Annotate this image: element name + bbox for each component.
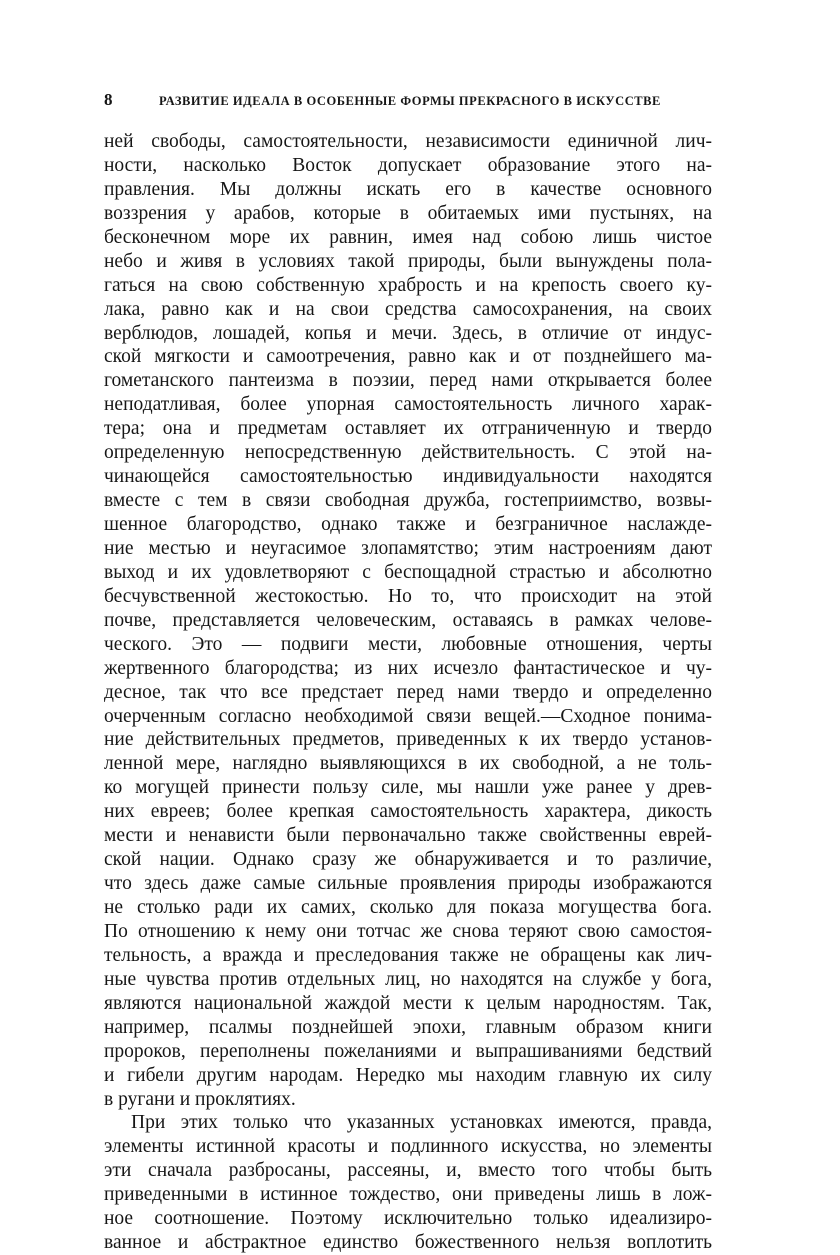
text-line: ванное и абстрактное единство божественного нельзя воплотить [104, 1232, 712, 1254]
text-line: не столько ради их самих, сколько для показа могущества бога. [104, 897, 712, 918]
running-title: РАЗВИТИЕ ИДЕАЛА В ОСОБЕННЫЕ ФОРМЫ ПРЕКРАСНОГО В ИСКУССТВЕ [159, 94, 661, 108]
text-line: верблюдов, лошадей, копья и мечи. Здесь, в отличие от индус- [104, 322, 712, 344]
text-line: неподатливая, более упорная самостоятельность личного харак- [104, 394, 712, 416]
text-line: ние местью и неугасимое злопамятство; этим настроениям дают [104, 537, 712, 559]
text-line: ней свободы, самостоятельности, независимости единичной лич- [104, 131, 712, 152]
text-line: гаться на свою собственную храбрость и на крепость своего ку- [104, 274, 712, 296]
text-line: жертвенного благородства; из них исчезло фантастическое и чу- [104, 657, 712, 679]
text-line: приведенными в истинное тождество, они приведены лишь в лож- [104, 1184, 712, 1206]
text-line: ской нации. Однако сразу же обнаруживается и то различие, [104, 849, 712, 871]
text-line: ные чувства против отдельных лиц, но находятся на службе у бога, [104, 968, 712, 990]
text-line: По отношению к нему они тотчас же снова теряют свою самостоя- [104, 920, 712, 942]
text-line: При этих только что указанных установках имеются, правда, [131, 1112, 712, 1134]
text-line: гометанского пантеизма в поэзии, перед нами открывается более [104, 370, 712, 392]
text-line: очерченным согласно необходимой связи вещей.—Сходное понима- [104, 705, 712, 727]
text-line: что здесь даже самые сильные проявления природы изображаются [104, 873, 712, 895]
body-text [104, 130, 712, 1255]
text-line: воззрения у арабов, которые в обитаемых ими пустынях, на [104, 202, 712, 224]
text-line: шенное благородство, однако также и безграничное наслажде- [104, 514, 712, 535]
text-line: лака, равно как и на свои средства самосохранения, на своих [104, 298, 712, 320]
text-line: ности, насколько Восток допускает образование этого на- [104, 154, 712, 176]
text-line: и гибели другим народам. Нередко мы находим главную их силу [104, 1064, 712, 1086]
text-line: ние действительных предметов, приведенных к их твердо установ- [104, 729, 712, 751]
text-line: в ругани и проклятиях. [104, 1088, 296, 1110]
text-line: тельность, а вражда и преследования также не обращены как лич- [104, 944, 712, 966]
running-head [104, 90, 712, 114]
text-line: десное, так что все предстает перед нами твердо и определенно [104, 681, 712, 703]
text-line: ное соотношение. Поэтому исключительно только идеализиро- [104, 1208, 712, 1230]
text-line: пророков, переполнены пожеланиями и выпрашиваниями бедствий [104, 1040, 712, 1062]
page-number: 8 [104, 90, 113, 109]
text-line: бесчувственной жестокостью. Но то, что происходит на этой [104, 585, 712, 607]
text-line: тера; она и предметам оставляет их отграниченную и твердо [104, 418, 712, 440]
text-line: ленной мере, наглядно выявляющихся в их свободной, а не толь- [104, 753, 712, 775]
text-line: определенную непосредственную действительность. С этой на- [104, 442, 712, 464]
text-line: мести и ненависти были первоначально также свойственны еврей- [104, 825, 712, 847]
text-line: вместе с тем в связи свободная дружба, гостеприимство, возвы- [104, 490, 712, 512]
text-line: ской мягкости и самоотречения, равно как и от позднейшего ма- [104, 346, 712, 368]
text-line: них евреев; более крепкая самостоятельность характера, дикость [104, 801, 712, 823]
text-line: эти сначала разбросаны, рассеяны, и, вместо того чтобы быть [104, 1160, 712, 1182]
text-line: ко могущей принести пользу силе, мы нашли уже ранее у древ- [104, 777, 712, 799]
text-line: чинающейся самостоятельностью индивидуальности находятся [104, 466, 712, 488]
text-line: бесконечном море их равнин, имея над собою лишь чистое [104, 226, 712, 248]
text-line: правления. Мы должны искать его в качестве основного [104, 178, 712, 200]
text-line: например, псалмы позднейшей эпохи, главным образом книги [104, 1016, 712, 1038]
text-line: выход и их удовлетворяют с беспощадной страстью и абсолютно [104, 561, 712, 583]
text-line: небо и живя в условиях такой природы, были вынуждены пола- [104, 250, 712, 272]
text-line: ческого. Это — подвиги мести, любовные отношения, черты [104, 633, 712, 655]
text-line: являются национальной жаждой мести к целым народностям. Так, [104, 992, 712, 1014]
text-line: почве, представляется человеческим, оставаясь в рамках челове- [104, 609, 712, 631]
text-line: элементы истинной красоты и подлинного искусства, но элементы [104, 1136, 712, 1158]
